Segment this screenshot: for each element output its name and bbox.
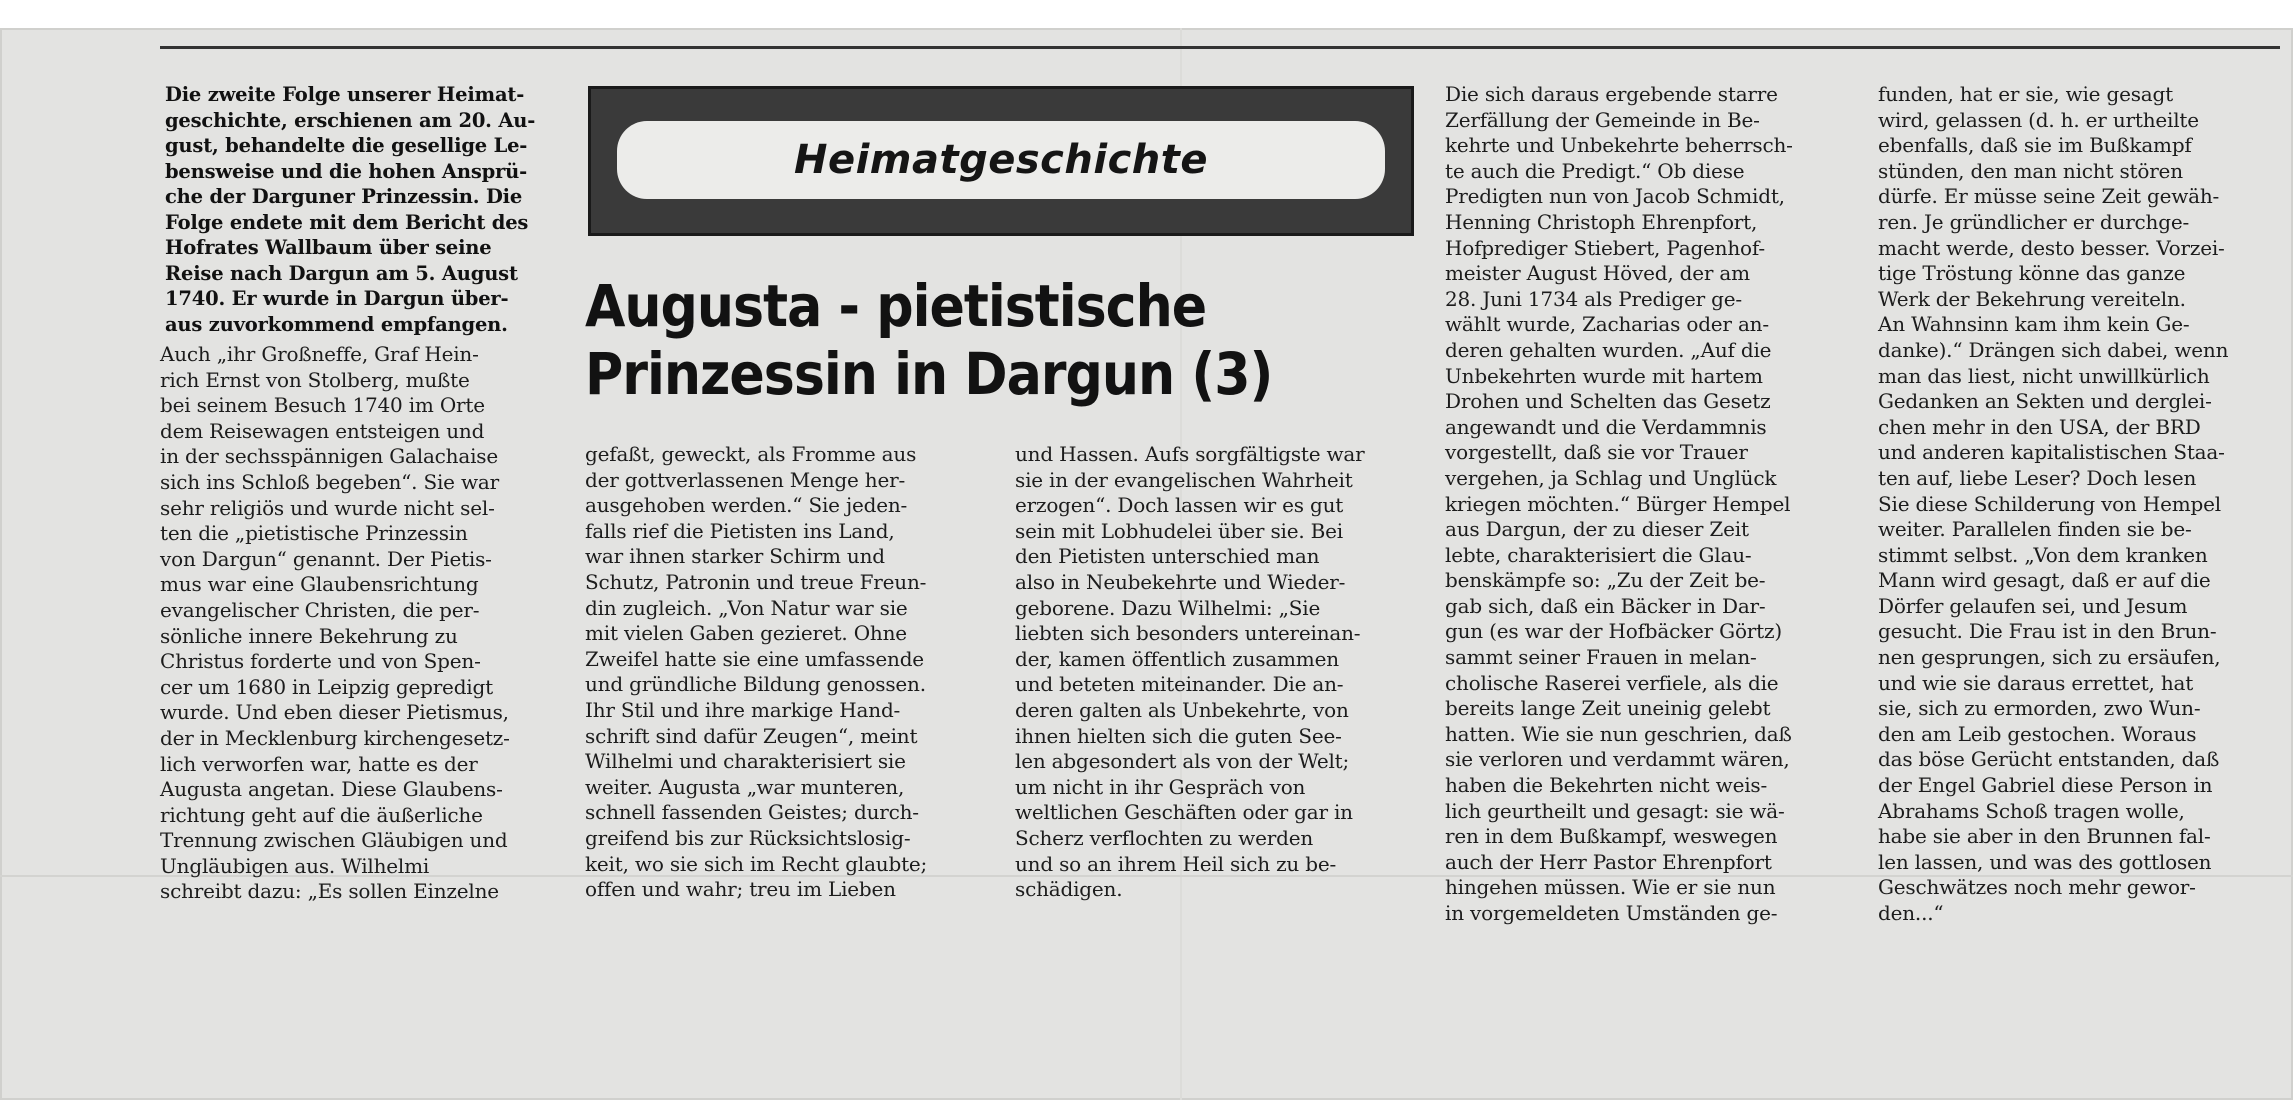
text-column-4: Die sich daraus ergebende starre Zerfällung der Gemeinde in Be- kehrte und Unbekehrte beherrsch- te auch die Predigt.“ Ob diese Predigten nun von Jacob Schmidt, Henning Christoph Ehrenpfort, Hofprediger Stiebert, Pagenhof- meister August Höved, der am 28. Juni 1734 als Prediger ge- wählt wurde, Zacharias oder an- deren gehalten wurden. „Auf die Unbekehrten wurde mit hartem Drohen und Schelten das Gesetz angewandt und die Verdammnis vorgestellt, daß sie vor Trauer vergehen, ja Schlag und Unglück kriegen möchten.“ Bürger Hempel aus Dargun, der zu dieser Zeit lebte, charakterisiert die Glau- benskämpfe so: „Zu der Zeit be- gab sich, daß ein Bäcker in Dar- gun (es war der Hofbäcker Görtz) sammt seiner Frauen in melan- cholische Raserei verfiele, als die bereits lange Zeit uneinig gelebt hatten. Wie sie nun geschrien, daß sie verloren und verdammt wären, haben die Bekehrten nicht weis- lich geurtheilt und gesagt: sie wä- ren in dem Bußkampf, weswegen auch der Herr Pastor Ehrenpfort hingehen müssen. Wie er sie nun in vorgemeldeten Umständen ge- [1445, 82, 1793, 925]
text-column-3: und Hassen. Aufs sorgfältigste war sie in der evangelischen Wahrheit erzogen“. Doch lassen wir es gut sein mit Lobhudelei über sie. Bei den Pietisten unterschied man also in Neubekehrte und Wieder- geborene. Dazu Wilhelmi: „Sie liebten sich besonders untereinan- der, kamen öffentlich zusammen und beteten miteinander. Die an- deren galten als Unbekehrte, von ihnen hielten sich die guten See- len abgesondert als von der Welt; um nicht in ihr Gespräch von weltlichen Geschäften oder gar in Scherz verflochten zu werden und so an ihrem Heil sich zu be- schädigen. [1015, 442, 1365, 902]
article-intro: Die zweite Folge unserer Heimat- geschichte, erschienen am 20. Au- gust, behandelte die gesellige Le- bensweise und die hohen Ansprü- che der Darguner Prinzessin. Die Folge endete mit dem Bericht des Hofrates Wallbaum über seine Reise nach Dargun am 5. August 1740. Er wurde in Dargun über- aus zuvorkommend empfangen. [165, 83, 536, 336]
text-column-2: gefaßt, geweckt, als Fromme aus der gottverlassenen Menge her- ausgehoben werden.“ Sie jeden- falls rief die Pietisten ins Land, war ihnen starker Schirm und Schutz, Patronin und treue Freun- din zugleich. „Von Natur war sie mit vielen Gaben gezieret. Ohne Zweifel hatte sie eine umfassende und gründliche Bildung genossen. Ihr Stil und ihre markige Hand- schrift sind dafür Zeugen“, meint Wilhelmi und charakterisiert sie weiter. Augusta „war munteren, schnell fassenden Geistes; durch- greifend bis zur Rücksichtslosig- keit, wo sie sich im Recht glaubte; offen und wahr; treu im Lieben [585, 442, 928, 902]
text-column-1: Auch „ihr Großneffe, Graf Hein- rich Ernst von Stolberg, mußte bei seinem Besuch 1740 im Orte dem Reisewagen entsteigen und in der sechsspännigen Galachaise sich ins Schloß begeben“. Sie war sehr religiös und wurde nicht sel- ten die „pietistische Prinzessin von Dargun“ genannt. Der Pietis- mus war eine Glaubensrichtung evangelischer Christen, die per- sönliche innere Bekehrung zu Christus forderte und von Spen- cer um 1680 in Leipzig gepredigt wurde. Und eben dieser Pietismus, der in Mecklenburg kirchengesetz- lich verworfen war, hatte es der Augusta angetan. Diese Glaubens- richtung geht auf die äußerliche Trennung zwischen Gläubigen und Ungläubigen aus. Wilhelmi schreibt dazu: „Es sollen Einzelne [160, 342, 510, 904]
kicker-box [588, 86, 1414, 236]
kicker-label: Heimatgeschichte [793, 137, 1208, 183]
text-column-5: funden, hat er sie, wie gesagt wird, gelassen (d. h. er urtheilte ebenfalls, daß sie im Bußkampf stünden, den man nicht stören dürfe. Er müsse seine Zeit gewäh- ren. Je gründlicher er durchge- macht werde, desto besser. Vorzei- tige Tröstung könne das ganze Werk der Bekehrung vereiteln. An Wahnsinn kam ihm kein Ge- danke).“ Drängen sich dabei, wenn man das liest, nicht unwillkürlich Gedanken an Sekten und derglei- chen mehr in den USA, der BRD und anderen kapitalistischen Staa- ten auf, liebe Leser? Doch lesen Sie diese Schilderung von Hempel weiter. Parallelen finden sie be- stimmt selbst. „Von dem kranken Mann wird gesagt, daß er auf die Dörfer gelaufen sei, und Jesum gesucht. Die Frau ist in den Brun- nen gesprungen, sich zu ersäufen, und wie sie daraus errettet, hat sie, sich zu ermorden, zwo Wun- den am Leib gestochen. Woraus das böse Gerücht entstanden, daß der Engel Gabriel diese Person in Abrahams Schoß tragen wolle, habe sie aber in den Brunnen fal- len lassen, und was des gottlosen Geschwätzes noch mehr gewor- den...“ [1878, 82, 2229, 925]
article-headline: Augusta - pietistische Prinzessin in Dargun (3) [585, 272, 1273, 408]
kicker-pill [617, 121, 1385, 199]
top-rule [160, 46, 2280, 49]
